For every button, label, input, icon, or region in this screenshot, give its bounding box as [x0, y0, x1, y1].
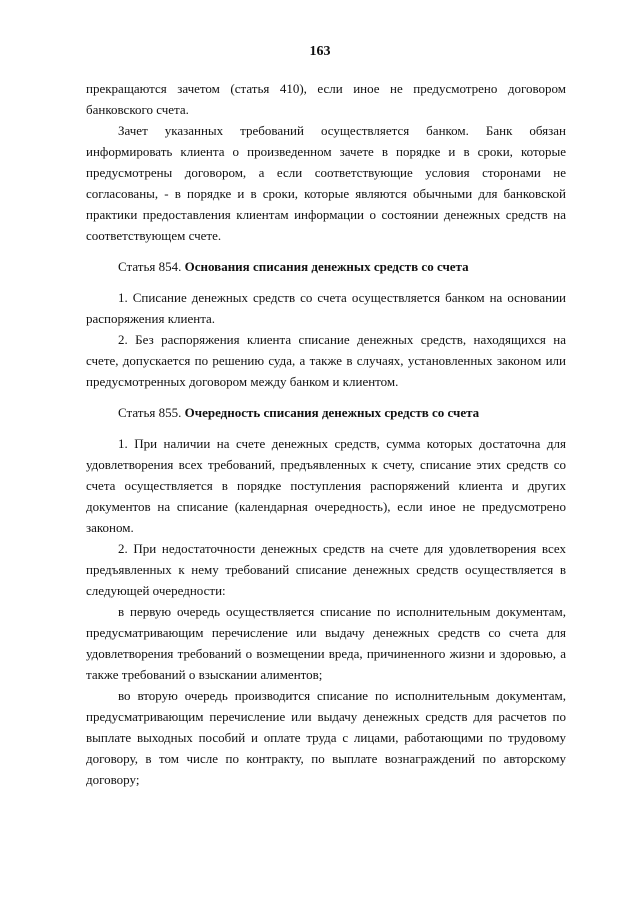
paragraph-854-2: 2. Без распоряжения клиента списание денежных средств, находящихся на счете, допускается по решению суда, а также в случаях, установленных законом или предусмотренных договором между банком и клиентом.: [86, 332, 566, 389]
paragraph-priority-2: во вторую очередь производится списание по исполнительным документам, предусматривающим перечисление или выдачу денежных средств для расчетов по выплате выходных пособий и оплате труда с лицами, работающими по трудовому договору, в том числе по контракту, по выплате вознаграждений по авторскому договору;: [86, 688, 566, 787]
article-855-heading: [86, 402, 566, 423]
article-854-heading: [86, 256, 566, 277]
paragraph-set-off: Зачет указанных требований осуществляется банком. Банк обязан информировать клиента о произведенном зачете в порядке и в сроки, которые предусмотрены договором, а если соответствующие условия сторонами не согласованы, - в порядке и в сроки, которые являются обычными для банковской практики предоставления клиентам информации о состоянии денежных средств на соответствующем счете.: [86, 123, 566, 243]
article-854-label: Статья 854.: [118, 259, 182, 274]
article-855-label: Статья 855.: [118, 405, 182, 420]
article-855-title: Очередность списания денежных средств со счета: [184, 405, 480, 420]
document-body: [86, 78, 566, 790]
article-854-title: Основания списания денежных средств со счета: [184, 259, 469, 274]
paragraph-continuation: прекращаются зачетом (статья 410), если иное не предусмотрено договором банковского счета.: [86, 81, 566, 117]
paragraph-854-1: 1. Списание денежных средств со счета осуществляется банком на основании распоряжения клиента.: [86, 290, 566, 326]
paragraph-855-2: 2. При недостаточности денежных средств на счете для удовлетворения всех предъявленных к нему требований списание денежных средств осуществляется в следующей очередности:: [86, 541, 566, 598]
page-number: 163: [309, 44, 331, 59]
paragraph-855-1: 1. При наличии на счете денежных средств, сумма которых достаточна для удовлетворения всех требований, предъявленных к счету, списание этих средств со счета осуществляется в порядке поступления распоряжений клиента и других документов на списание (календарная очередность), если иное не предусмотрено законом.: [86, 436, 566, 535]
paragraph-priority-1: в первую очередь осуществляется списание по исполнительным документам, предусматривающим перечисление или выдачу денежных средств со счета для удовлетворения требований о возмещении вреда, причиненного жизни и здоровью, а также требований о взыскании алиментов;: [86, 604, 566, 682]
